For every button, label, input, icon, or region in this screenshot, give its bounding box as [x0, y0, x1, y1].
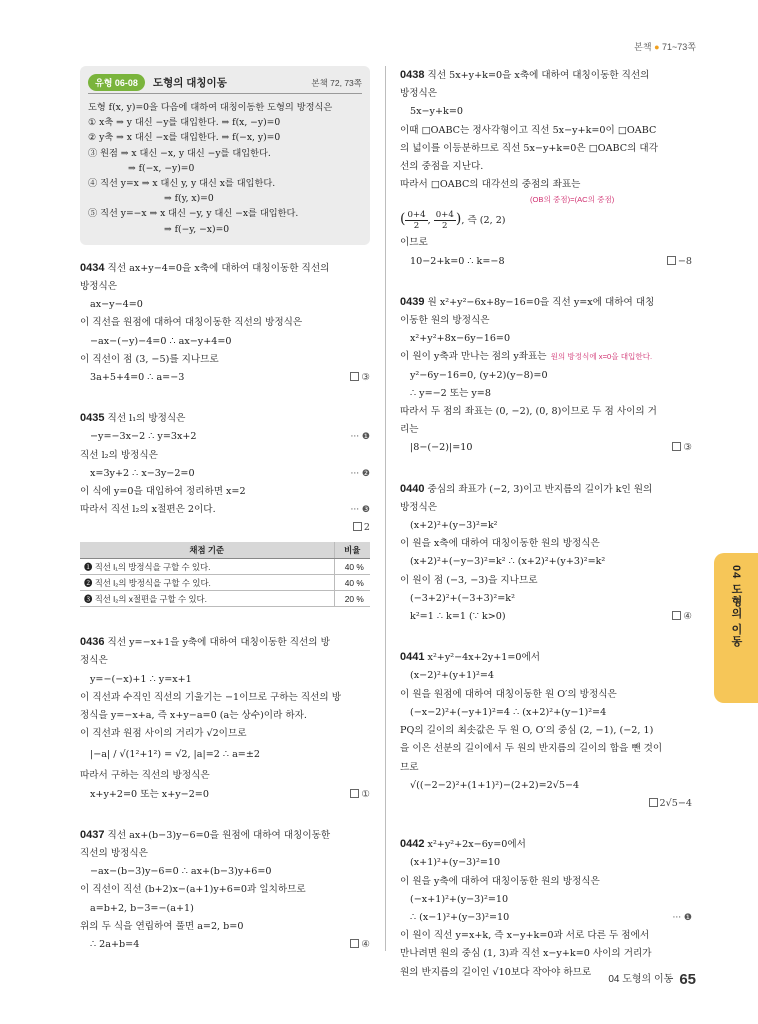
solution-line: ∴ y=−2 또는 y=8	[410, 387, 491, 399]
solution-line: 따라서 두 점의 좌표는 (0, −2), (0, 8)이므로 두 점 사이의 거	[400, 406, 657, 418]
type-ref: 본책 72, 73쪽	[311, 77, 362, 88]
solution-line: 이 원이 점 (−3, −3)을 지나므로	[400, 574, 538, 586]
fraction-numerator: 0+4	[407, 210, 426, 221]
answer	[353, 519, 370, 537]
grading-row	[80, 591, 370, 607]
solution-line: 이 직선을 원점에 대하여 대칭이동한 직선의 방정식은	[80, 317, 303, 329]
answer-box-icon	[672, 442, 681, 451]
problem-number: 0436	[80, 636, 105, 649]
type-box-header	[88, 72, 362, 94]
solution-line: 을 이은 선분의 길이에서 두 원의 반지름의 길이의 합을 뺀 것이	[400, 743, 663, 755]
solution-line: 이 직선이 점 (3, −5)를 지나므로	[80, 353, 219, 365]
problem-0436	[80, 633, 370, 804]
chapter-side-tab	[714, 553, 758, 703]
solution-line: y²−6y−16=0, (y+2)(y−8)=0	[410, 369, 548, 381]
solution-line: 방정식은	[400, 88, 438, 100]
solution-line: 따라서 직선 l₂의 x절편은 2이다.	[80, 504, 216, 516]
answer-box-icon	[353, 522, 362, 531]
solution-line: 이 직선과 원점 사이의 거리가 √2이므로	[80, 728, 247, 740]
side-tab-label: 04 도형의 이동	[730, 565, 742, 648]
grading-row	[80, 559, 370, 575]
problem-0442	[400, 835, 692, 982]
type-tag: 유형 06-08	[88, 74, 145, 91]
page-footer	[608, 970, 696, 988]
solution-line: (x+2)²+(y−3)²=k²	[410, 520, 498, 532]
header-ref-pages: 71~73쪽	[662, 42, 696, 52]
problem-number: 0442	[400, 838, 425, 851]
grading-row	[80, 575, 370, 591]
solution-line: 리는	[400, 424, 419, 436]
solution-line: 방정식은	[80, 281, 118, 293]
grading-table	[80, 542, 370, 608]
type-line: ⇒ f(−y, −x)=0	[164, 223, 230, 235]
solution-line: 만나려면 원의 중심 (1, 3)과 직선 x−y+k=0 사이의 거리가	[400, 948, 652, 960]
solution-line: 므로	[400, 761, 419, 773]
solution-line: (−x−2)²+(−y+1)²=4 ∴ (x+2)²+(y−1)²=4	[410, 706, 607, 718]
left-column	[80, 66, 370, 954]
solution-line: −ax−(b−3)y−6=0 ∴ ax+(b−3)y+6=0	[90, 866, 272, 878]
solution-line: 10−2+k=0 ∴ k=−8	[410, 255, 505, 267]
solution-line: 이 직선과 수직인 직선의 기울기는 −1이므로 구하는 직선의 방	[80, 691, 341, 703]
answer-box-icon	[350, 939, 359, 948]
step-number: ❸	[84, 593, 93, 604]
solution-line: 3a+5+4=0 ∴ a=−3	[90, 372, 185, 384]
grading-ratio: 40 %	[334, 559, 370, 575]
solution-line: 이 원을 y축에 대하여 대칭이동한 원의 방정식은	[400, 875, 600, 887]
solution-line: 직선 ax+y−4=0을 x축에 대하여 대칭이동한 직선의	[107, 262, 330, 274]
header-page-reference	[634, 40, 696, 53]
page-number: 65	[679, 971, 696, 988]
solution-line: ax−y−4=0	[90, 299, 143, 311]
fraction-numerator: 0+4	[435, 210, 454, 221]
type-line: 도형 f(x, y)=0을 다음에 대하여 대칭이동한 도형의 방정식은	[88, 102, 333, 113]
step-number: ❷	[84, 577, 93, 588]
answer	[672, 608, 692, 626]
solution-line: 직선 l₂의 방정식은	[80, 449, 158, 461]
problem-0434	[80, 259, 370, 387]
grading-header-criteria: 채점 기준	[80, 542, 334, 559]
solution-line: 5x−y+k=0	[410, 106, 463, 118]
solution-line: 이때 □OABC는 정사각형이고 직선 5x−y+k=0이 □OABC	[400, 124, 657, 136]
solution-line: 이 직선이 직선 (b+2)x−(a+1)y+6=0과 일치하므로	[80, 884, 306, 896]
midpoint-formula: ( $\frac{0+4}{2}$ , $\frac{0+4}{2}$ ), 즉 (2, 2)	[400, 210, 506, 232]
solution-line: |8−(−2)|=10	[410, 442, 473, 454]
solution-line: √((−2−2)²+(1+1)²)−(2+2)=2√5−4	[410, 779, 580, 791]
step-mark: ··· ❸	[350, 505, 370, 516]
fraction-denominator: 2	[442, 221, 448, 232]
solution-line: 직선 ax+(b−3)y−6=0을 원점에 대하여 대칭이동한	[107, 829, 331, 841]
solution-line: 선의 중점을 지난다.	[400, 161, 484, 173]
answer-box-icon	[649, 798, 658, 807]
solution-line: 의 넓이를 이등분하므로 직선 5x−y+k=0은 □OABC의 대각	[400, 142, 658, 154]
problem-number: 0438	[400, 69, 425, 81]
step-mark: ··· ❷	[350, 468, 370, 479]
answer-value: ④	[683, 611, 692, 623]
solution-line: a=b+2, b−3=−(a+1)	[90, 902, 194, 914]
solution-line: ∴ (x−1)²+(y−3)²=10	[410, 911, 510, 923]
answer-value: 2	[363, 522, 370, 534]
answer-box-icon	[672, 611, 681, 620]
type-line: ③ 원점 ⇒ x 대신 −x, y 대신 −y를 대입한다.	[88, 147, 271, 159]
type-line: ⇒ f(−x, −y)=0	[128, 162, 195, 174]
problem-number: 0439	[400, 295, 425, 308]
solution-line: 직선 l₁의 방정식은	[107, 413, 186, 425]
answer-box-icon	[667, 256, 676, 265]
problem-0441	[400, 648, 692, 813]
solution-line: 직선 5x+y+k=0을 x축에 대하여 대칭이동한 직선의	[427, 70, 650, 81]
solution-line: x²+y²−4x+2y+1=0에서	[427, 652, 541, 664]
problem-number: 0435	[80, 412, 105, 425]
answer-value: ③	[361, 372, 370, 384]
problem-0438	[400, 66, 692, 271]
solution-line: y=−(−x)+1 ∴ y=x+1	[90, 673, 192, 685]
answer	[672, 439, 692, 457]
type-line: ④ 직선 y=x ⇒ x 대신 y, y 대신 x를 대입한다.	[88, 178, 276, 190]
answer-value: ④	[361, 939, 370, 951]
solution-line: 중심의 좌표가 (−2, 3)이고 반지름의 길이가 k인 원의	[427, 483, 653, 495]
type-line: ⇒ f(y, x)=0	[164, 193, 214, 205]
solution-line: 방정식은	[400, 501, 438, 513]
grading-ratio: 40 %	[334, 575, 370, 591]
grading-criteria: 직선 l₂의 x절편을 구할 수 있다.	[94, 593, 207, 604]
answer	[350, 936, 370, 954]
solution-line: 따라서 □OABC의 대각선의 중점의 좌표는	[400, 179, 581, 191]
solution-line: x+y+2=0 또는 x+y−2=0	[90, 788, 209, 800]
step-mark: ··· ❶	[350, 432, 370, 443]
solution-line: 이동한 원의 방정식은	[400, 315, 490, 327]
step-mark: ··· ❶	[672, 912, 692, 923]
fraction	[434, 210, 456, 231]
answer-box-icon	[350, 789, 359, 798]
solution-line: 이 원이 직선 y=x+k, 즉 x−y+k=0과 서로 다른 두 점에서	[400, 930, 650, 942]
fraction	[405, 210, 427, 231]
solution-line: −ax−(−y)−4=0 ∴ ax−y+4=0	[90, 335, 232, 347]
solution-line: 정식은	[80, 655, 108, 667]
solution-line: 원 x²+y²−6x+8y−16=0을 직선 y=x에 대하여 대칭	[427, 296, 655, 308]
type-line: ⑤ 직선 y=−x ⇒ x 대신 −y, y 대신 −x를 대입한다.	[88, 208, 299, 220]
solution-line: 위의 두 식을 연립하여 풀면 a=2, b=0	[80, 920, 244, 932]
answer	[667, 253, 692, 271]
problem-0435	[80, 409, 370, 607]
solution-line: 이 원을 x축에 대하여 대칭이동한 원의 방정식은	[400, 538, 600, 550]
answer-value: −8	[677, 255, 692, 267]
solution-line: |−a| / √(1²+1²) = √2, |a|=2 ∴ a=±2	[90, 749, 260, 761]
solution-line: 따라서 구하는 직선의 방정식은	[80, 770, 210, 782]
solution-line: (x−2)²+(y+1)²=4	[410, 670, 494, 682]
solution-line: (x+1)²+(y−3)²=10	[410, 857, 501, 869]
type-summary-box	[80, 66, 370, 245]
solution-line: 직선의 방정식은	[80, 848, 148, 859]
solution-line: 즉 (2, 2)	[467, 215, 506, 227]
solution-line: ∴ 2a+b=4	[90, 939, 140, 951]
solution-line: 이 원이 y축과 만나는 점의 y좌표는	[400, 351, 547, 363]
solution-line: 이 원을 원점에 대하여 대칭이동한 원 O′의 방정식은	[400, 688, 617, 700]
solution-line: (−x+1)²+(y−3)²=10	[410, 893, 509, 905]
grading-ratio: 20 %	[334, 591, 370, 607]
column-divider	[385, 66, 386, 951]
solution-line: (x+2)²+(−y−3)²=k² ∴ (x+2)²+(y+3)²=k²	[410, 556, 606, 568]
bullet-dot-icon: ●	[654, 42, 660, 52]
solution-line: x²+y²+8x−6y−16=0	[410, 333, 511, 345]
solution-line: −y=−3x−2 ∴ y=3x+2	[90, 431, 197, 443]
grading-criteria: 직선 l₁의 방정식을 구할 수 있다.	[94, 561, 211, 572]
annotation-note: 원의 방정식에 x=0을 대입한다.	[550, 352, 653, 362]
type-line: ② y축 ⇒ x 대신 −x를 대입한다. ⇒ f(−x, y)=0	[88, 132, 281, 144]
solution-line: (−3+2)²+(−3+3)²=k²	[410, 592, 515, 604]
answer-box-icon	[350, 372, 359, 381]
solution-line: x=3y+2 ∴ x−3y−2=0	[90, 467, 195, 479]
solution-line: 원의 반지름의 길이인 √10보다 작아야 하므로	[400, 966, 592, 978]
problem-number: 0441	[400, 651, 425, 664]
solution-line: 직선 y=−x+1을 y축에 대하여 대칭이동한 직선의 방	[107, 637, 330, 649]
solution-line: 정식을 y=−x+a, 즉 x+y−a=0 (a는 상수)이라 하자.	[80, 709, 307, 721]
answer-value: ①	[361, 788, 370, 800]
problem-0440	[400, 480, 692, 627]
problem-0439	[400, 293, 692, 458]
problem-number: 0434	[80, 261, 105, 274]
solution-line: 이므로	[400, 237, 428, 249]
step-number: ❶	[84, 561, 93, 572]
problem-number: 0440	[400, 482, 425, 495]
solution-line: k²=1 ∴ k=1 (∵ k>0)	[410, 611, 506, 623]
answer-value: ③	[683, 442, 692, 454]
solution-line: x²+y²+2x−6y=0에서	[427, 839, 526, 851]
answer	[649, 795, 692, 813]
footer-chapter: 04 도형의 이동	[608, 974, 674, 985]
problem-number: 0437	[80, 828, 105, 841]
answer-value: 2√5−4	[659, 797, 692, 809]
problem-0437	[80, 826, 370, 954]
header-ref-label: 본책	[634, 42, 652, 52]
fraction-denominator: 2	[413, 221, 420, 232]
right-column	[400, 66, 692, 982]
solution-line: PQ의 길이의 최솟값은 두 원 O, O′의 중심 (2, −1), (−2, 1)	[400, 725, 654, 737]
answer	[350, 369, 370, 387]
annotation-note: (OB의 중점)=(AC의 중점)	[530, 195, 615, 205]
solution-line: 이 식에 y=0을 대입하여 정리하면 x=2	[80, 486, 246, 498]
grading-criteria: 직선 l₂의 방정식을 구할 수 있다.	[94, 577, 211, 588]
grading-header-ratio: 비율	[334, 542, 370, 559]
type-line: ① x축 ⇒ y 대신 −y를 대입한다. ⇒ f(x, −y)=0	[88, 117, 281, 129]
type-title: 도형의 대칭이동	[152, 77, 227, 89]
answer	[350, 786, 370, 804]
